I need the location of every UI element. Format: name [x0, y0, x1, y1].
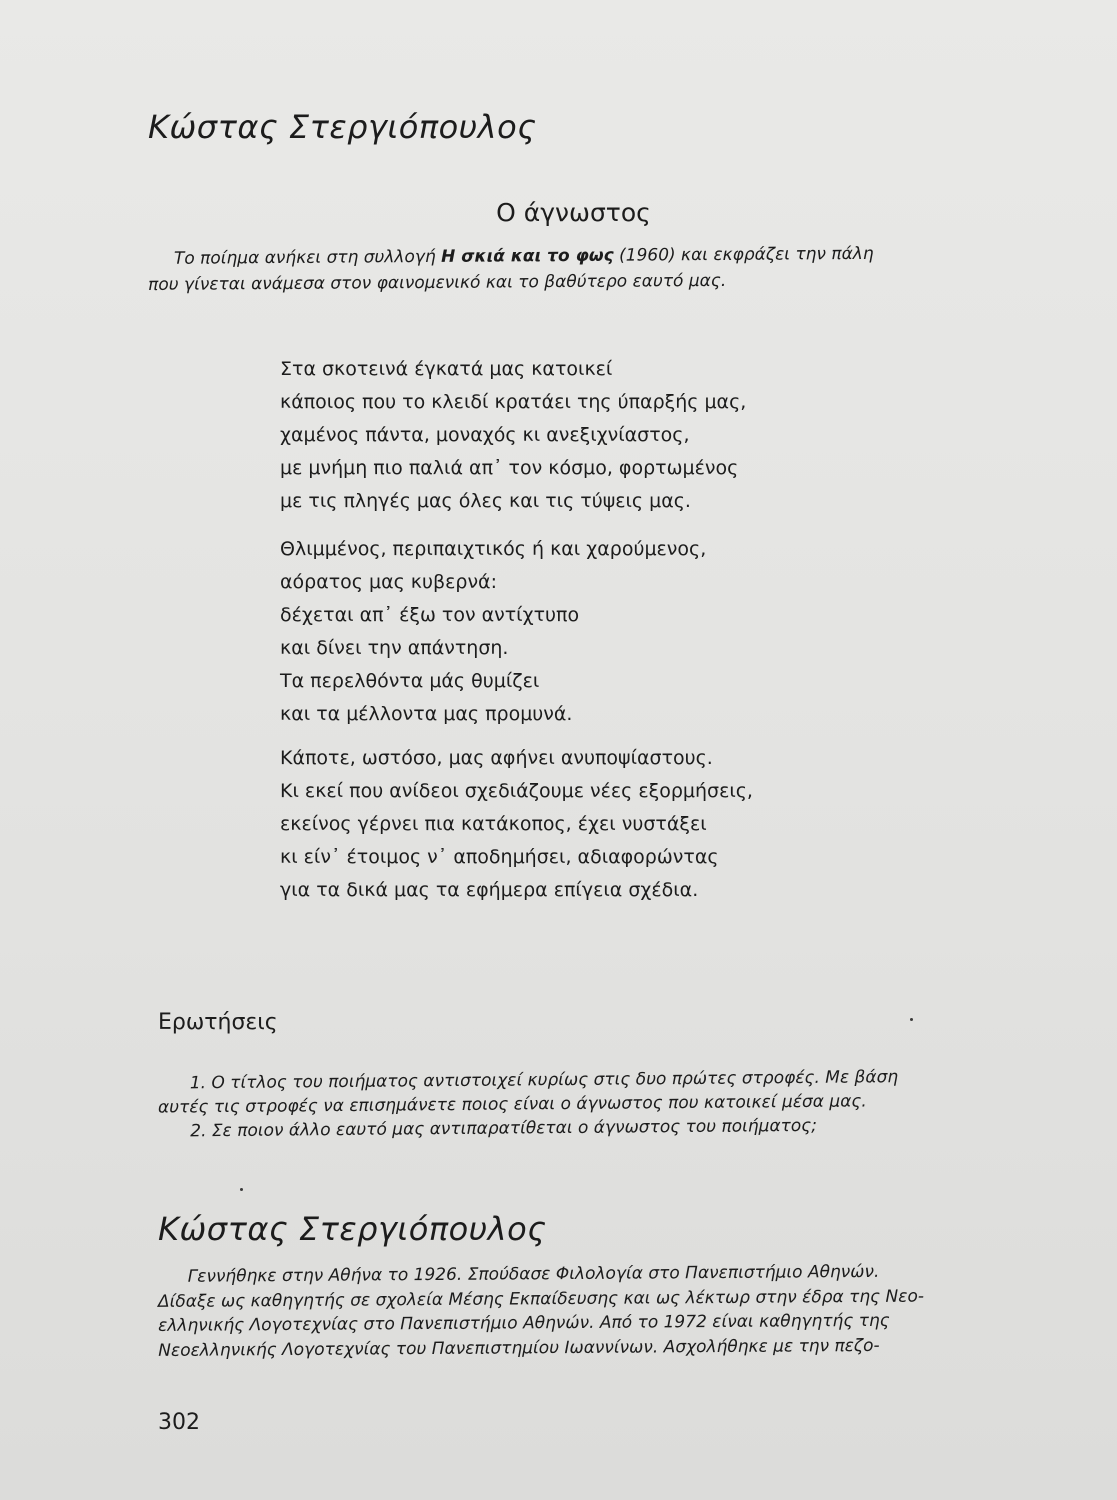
biography-heading: Κώστας Στεργιόπουλος — [158, 1210, 547, 1248]
verse-line: χαμένος πάντα, μοναχός κι ανεξιχνίαστος, — [280, 424, 690, 446]
verse-line: Τα περελθόντα μάς θυμίζει — [280, 670, 540, 692]
verse-line: δέχεται απ᾽ έξω τον αντίχτυπο — [280, 604, 580, 626]
page-number: 302 — [158, 1410, 200, 1435]
poem-intro — [148, 240, 993, 298]
verse-line: για τα δικά μας τα εφήμερα επίγεια σχέδια. — [280, 879, 699, 901]
question-1-continued: αυτές τις στροφές να επισημάνετε ποιος είναι ο άγνωστος που κατοικεί μέσα μας. — [157, 1091, 867, 1118]
verse-line: κι είν᾽ έτοιμος ν᾽ αποδημήσει, αδιαφορώντας — [280, 846, 719, 868]
stanza-1 — [280, 353, 746, 518]
verse-line: και τα μέλλοντα μας προμυνά. — [280, 703, 573, 725]
stanza-2 — [280, 533, 706, 731]
question-1: 1. Ο τίτλος του ποιήματος αντιστοιχεί κυρίως στις δυο πρώτες στροφές. Με βάση — [189, 1067, 899, 1094]
verse-line: εκείνος γέρνει πια κατάκοπος, έχει νυστάξει — [280, 813, 707, 835]
collection-title: Η σκιά και το φως — [441, 245, 614, 267]
verse-line: Στα σκοτεινά έγκατά μας κατοικεί — [280, 358, 613, 380]
poem-title: Ο άγνωστος — [496, 198, 651, 227]
bleed-through-text — [600, 95, 605, 128]
biography-line: Νεοελληνικής Λογοτεχνίας του Πανεπιστημίου Ιωαννίνων. Ασχολήθηκε με την πεζο- — [158, 1335, 880, 1361]
verse-line: με μνήμη πιο παλιά απ᾽ τον κόσμο, φορτωμένος — [280, 457, 739, 479]
stanza-3 — [280, 742, 753, 907]
biography-line: Γεννήθηκε στην Αθήνα το 1926. Σπούδασε Φιλολογία στο Πανεπιστήμιο Αθηνών. — [187, 1261, 880, 1287]
intro-line-2: που γίνεται ανάμεσα στον φαινομενικό και το βαθύτερο εαυτό μας. — [148, 270, 727, 295]
questions-heading: Ερωτήσεις — [158, 1010, 278, 1035]
verse-line: Θλιμμένος, περιπαιχτικός ή και χαρούμενος, — [280, 538, 707, 560]
intro-line-1: Το ποίημα ανήκει στη συλλογή Η σκιά και το φως (1960) και εκφράζει την πάλη — [173, 243, 874, 269]
verse-line: Κι εκεί που ανίδεοι σχεδιάζουμε νέες εξορμήσεις, — [280, 780, 753, 802]
verse-line: με τις πληγές μας όλες και τις τύψεις μας. — [280, 490, 691, 512]
verse-line: και δίνει την απάντηση. — [280, 637, 509, 659]
verse-line: αόρατος μας κυβερνά: — [280, 571, 497, 593]
speck — [910, 1018, 913, 1021]
questions-list — [158, 1064, 989, 1143]
question-2: 2. Σε ποιον άλλο εαυτό μας αντιπαρατίθεται ο άγνωστος του ποιήματος; — [190, 1115, 818, 1142]
verse-line: κάποιος που το κλειδί κρατάει της ύπαρξής μας, — [280, 391, 747, 413]
biography-text — [158, 1259, 994, 1363]
biography-line: Δίδαξε ως καθηγητής σε σχολεία Μέσης Εκπαίδευσης και ως λέκτωρ στην έδρα της Νεο- — [157, 1286, 925, 1312]
verse-line: Κάποτε, ωστόσο, μας αφήνει ανυποψίαστους. — [280, 747, 713, 769]
speck — [240, 1188, 243, 1191]
author-heading: Κώστας Στεργιόπουλος — [148, 108, 537, 146]
biography-line: ελληνικής Λογοτεχνίας στο Πανεπιστήμιο Αθηνών. Από το 1972 είναι καθηγητής της — [158, 1310, 890, 1336]
